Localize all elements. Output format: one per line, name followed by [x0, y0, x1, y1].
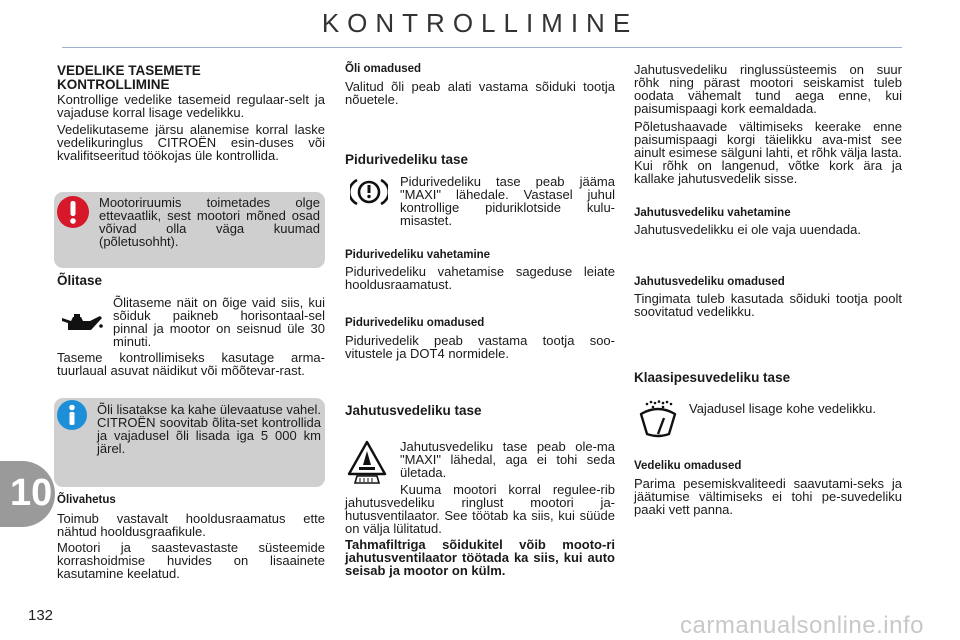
coolant-properties-text: Tingimata tuleb kasutada sõiduki tootja poolt soovitatud vedelikku.	[634, 291, 902, 319]
page-title: KONTROLLIMINE	[321, 8, 639, 38]
brake-fluid-change-text: Pidurivedeliku vahetamise sageduse leiate hooldusraamatust.	[345, 264, 615, 292]
watermark: carmanualsonline.info	[680, 612, 924, 639]
fluid-properties-text: Parima pesemiskvaliteedi saavutami-seks ja jäätumise vältimiseks ei tohi pe-suvedeliku paaki vett panna.	[634, 476, 902, 517]
heading-washer-fluid-level: Klaasipesuvedeliku tase	[634, 370, 791, 385]
heading-brake-fluid-properties: Pidurivedeliku omadused	[345, 317, 485, 329]
coolant-change-text: Jahutusvedelikku ei ole vaja uuendada.	[634, 222, 861, 237]
header-rule	[62, 47, 902, 48]
oil-level-text-2: Taseme kontrollimiseks kasutage arma-tuurlaual asuvat näidikut või mõõtevar-rast.	[57, 350, 325, 378]
brake-fluid-text: Pidurivedeliku tase peab jääma "MAXI" lähedale. Vastasel juhul kontrollige piduriklotside kulu-misastet.	[400, 174, 615, 228]
heading-brake-fluid-change: Pidurivedeliku vahetamine	[345, 249, 491, 261]
coolant-text-2: Kuuma mootori korral regulee-rib jahutusvedeliku ringlust mootori ja-hutusventilaator. See töötab ka siis, kui süüde on välja lülitatud.	[345, 482, 615, 536]
heading-oil-change: Õlivahetus	[57, 494, 116, 506]
heading-fluid-properties: Vedeliku omadused	[634, 460, 742, 472]
heading-coolant-level: Jahutusvedeliku tase	[345, 403, 482, 418]
heading-brake-fluid-level: Pidurivedeliku tase	[345, 152, 469, 167]
heading-oil-level: Õlitase	[57, 273, 103, 288]
heading-coolant-change: Jahutusvedeliku vahetamine	[634, 207, 791, 219]
paragraph-intro-1: Kontrollige vedelike tasemeid regulaar-selt ja vajaduse korral lisage vedelikku.	[57, 92, 325, 120]
heading-oil-properties: Õli omadused	[345, 63, 422, 75]
paragraph-intro-2: Vedelikutaseme järsu alanemise korral laske vedelikuringlus CITROËN esin-duses või kvalifitseeritud töökojas üle kontrollida.	[57, 122, 325, 163]
warning-note-text: Mootoriruumis toimetades olge ettevaatlik, sest mootori mõned osad võivad olla väga kuumad (põletusohht).	[99, 195, 320, 249]
section-heading-fluid-levels: VEDELIKE TASEMETE KONTROLLIMINE	[57, 63, 201, 92]
oil-change-text-2: Mootori ja saastevastaste süsteemide korrashoidmise huvides on lisaainete kasutamine keelatud.	[57, 540, 325, 581]
info-note-text: Õli lisatakse ka kahe ülevaatuse vahel. CITROËN soovitab õlita-set kontrollida ja vajadusel õli lisada iga 5 000 km järel.	[97, 402, 322, 456]
oil-level-text: Õlitaseme näit on õige vaid siis, kui sõiduk paikneb horisontaal-sel pinnal ja mootor on seisnud üle 30 minuti.	[113, 295, 325, 349]
coolant-text-1: Jahutusvedeliku tase peab ole-ma "MAXI" lähedal, aga ei tohi seda ületada.	[400, 439, 615, 480]
coolant-text-3: Jahutusvedeliku ringlussüsteemis on suur rõhk ning pärast mootori seiskamist tuleb oodata vähemalt tund aega enne, kui paisumispaagi kork eemaldada.	[634, 62, 902, 116]
oil-can-icon	[59, 312, 103, 336]
coolant-reservoir-icon	[347, 440, 387, 484]
coolant-warning-text: Tahmafiltriga sõidukitel võib mooto-ri jahutusventilaator töötada ka siis, kui auto seisab ja mootor on külm.	[345, 537, 615, 578]
chapter-number: 10	[10, 472, 53, 514]
page-number: 132	[28, 607, 54, 624]
oil-change-text-1: Toimub vastavalt hooldusraamatus ette nähtud hooldusgraafikule.	[57, 511, 325, 539]
washer-fluid-icon	[637, 400, 679, 440]
warning-exclamation-icon	[56, 195, 90, 229]
oil-properties-text: Valitud õli peab alati vastama sõiduki tootja nõuetele.	[345, 79, 615, 107]
brake-fluid-properties-text: Pidurivedelik peab vastama tootja soo-vitustele ja DOT4 normidele.	[345, 333, 615, 361]
brake-warning-icon	[350, 177, 388, 207]
coolant-text-4: Põletushaavade vältimiseks keerake enne paisumispaagi korgi täielikku ava-mist see ainult esimese sälguni lahti, et rõhk välja lasta. Kui rõhk on langenud, võtke kork ära ja kallake jahutusvedelik sisse.	[634, 119, 902, 186]
washer-fluid-text: Vajadusel lisage kohe vedelikku.	[689, 401, 876, 416]
info-icon	[56, 399, 88, 431]
heading-coolant-properties: Jahutusvedeliku omadused	[634, 276, 785, 288]
